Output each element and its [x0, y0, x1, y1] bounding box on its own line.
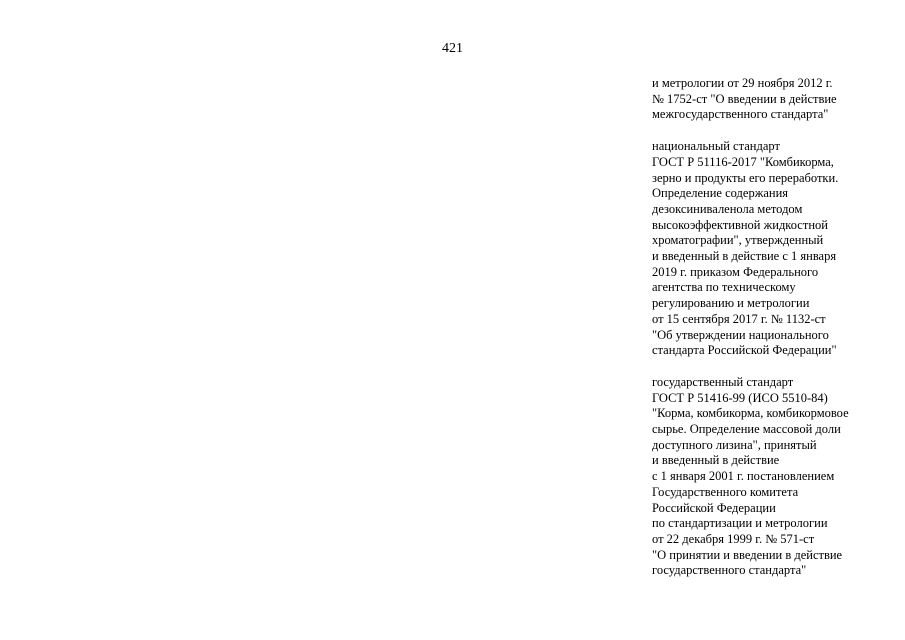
text-line: Российской Федерации	[652, 500, 776, 515]
text-line: национальный стандарт	[652, 139, 780, 154]
text-line: "Об утверждении национального	[652, 327, 829, 342]
text-line: и введенный в действие с 1 января	[652, 249, 837, 264]
text-line: сырье. Определение массовой доли	[652, 422, 841, 437]
text-line: зерно и продукты его переработки.	[652, 170, 839, 185]
text-line: межгосударственного стандарта"	[652, 107, 829, 122]
text-line: по стандартизации и метрологии	[652, 516, 828, 531]
text-line: стандарта Российской Федерации"	[652, 343, 837, 358]
text-line: с 1 января 2001 г. постановлением	[652, 469, 835, 484]
text-line: ГОСТ Р 51116-2017 "Комбикорма,	[652, 154, 834, 169]
text-line: государственный стандарт	[652, 374, 794, 389]
text-line: "Корма, комбикорма, комбикормовое	[652, 406, 849, 421]
text-line: Определение содержания	[652, 186, 789, 201]
text-line: от 15 сентября 2017 г. № 1132-ст	[652, 311, 826, 326]
paragraph-gost-51416	[652, 375, 902, 579]
text-line: агентства по техническому	[652, 280, 796, 295]
text-line: и метрологии от 29 ноября 2012 г.	[652, 76, 833, 90]
text-line: высокоэффективной жидкостной	[652, 217, 828, 232]
paragraph-gost-51116	[652, 139, 902, 359]
paragraph-standard-1752	[652, 76, 902, 123]
text-line: 2019 г. приказом Федерального	[652, 264, 819, 279]
text-column	[652, 76, 902, 595]
text-line: Государственного комитета	[652, 484, 799, 499]
text-line: дезоксиниваленола методом	[652, 201, 803, 216]
text-line: ГОСТ Р 51416-99 (ИСО 5510-84)	[652, 390, 828, 405]
text-line: хроматографии", утвержденный	[652, 233, 824, 248]
text-line: государственного стандарта"	[652, 563, 807, 578]
page-number: 421	[442, 41, 463, 56]
text-line: регулированию и метрологии	[652, 296, 810, 311]
text-line: и введенный в действие	[652, 453, 780, 468]
text-line: от 22 декабря 1999 г. № 571-ст	[652, 531, 815, 546]
text-line: доступного лизина", принятый	[652, 437, 817, 452]
text-line: № 1752-ст "О введении в действие	[652, 91, 837, 106]
text-line: "О принятии и введении в действие	[652, 547, 843, 562]
